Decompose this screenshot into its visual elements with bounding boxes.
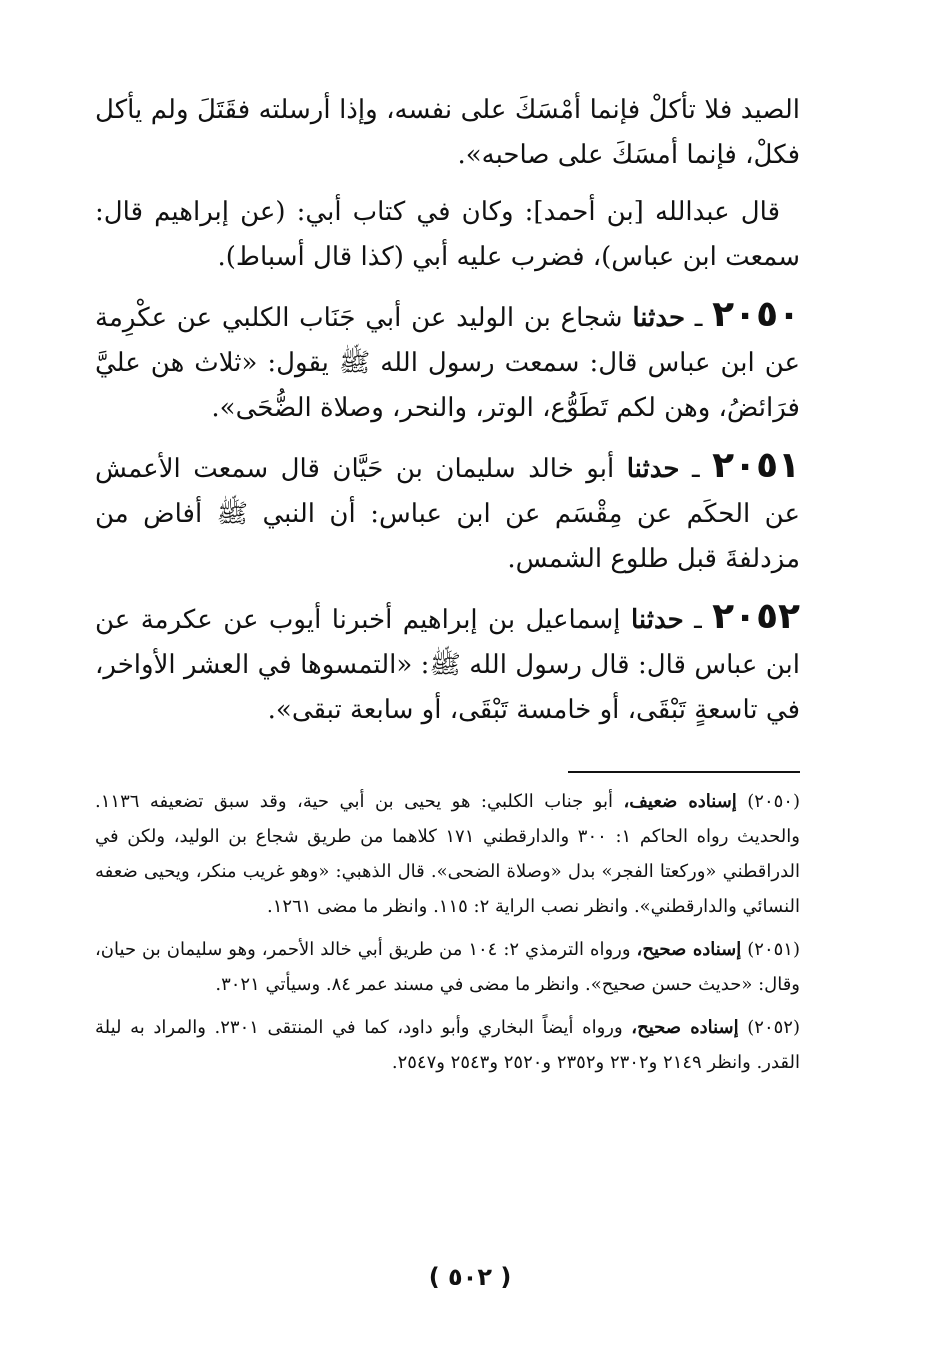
main-text	[95, 88, 800, 745]
footnote-text: أبو جناب الكلبي: هو يحيى بن أبي حية، وقد سبق تضعيفه ١١٣٦. والحديث رواه الحاكم ١: ٣٠٠ والدارقطني ١٧١ كلاهما من طريق شجاع بن الوليد، ولكن في الدراقطني «وركعتا الفجر» بدل «وصلاة الضحى». قال الذهبي: «وهو غريب منكر، ويحيى ضعفه النسائي والدارقطني». وانظر نصب الراية ٢: ١١٥. وانظر ما مضى ١٢٦١.	[95, 791, 800, 917]
footnote-ref: (٢٠٥٢)	[747, 1017, 800, 1038]
footnote-2050	[95, 784, 800, 924]
hadith-2051	[95, 443, 800, 582]
footnote-2052	[95, 1010, 800, 1080]
hadith-dash: ـ	[692, 454, 700, 484]
footnote-divider	[568, 771, 800, 773]
hadith-number: ٢٠٥١	[712, 445, 801, 486]
footnote-grade: إسناده ضعيف،	[623, 791, 737, 812]
paragraph-text: الصيد فلا تأكلْ فإنما أمْسَكَ على نفسه، وإذا أرسلته فقَتَلَ ولم يأكل فكلْ، فإنما أمسَكَ على صاحبه».	[95, 95, 800, 170]
hadith-dash: ـ	[694, 605, 702, 635]
paragraph-text: قال عبدالله [بن أحمد]: وكان في كتاب أبي: (عن إبراهيم قال: سمعت ابن عباس)، فضرب عليه أبي (كذا قال أسباط).	[95, 197, 800, 272]
page-number: ( ٥٠٢ )	[428, 1263, 512, 1291]
hadith-text: إسماعيل بن إبراهيم أخبرنا أيوب عن عكرمة عن ابن عباس قال: قال رسول الله ﷺ: «التمسوها في العشر الأواخر، في تاسعةٍ تَبْقَى، أو خامسة تَبْقَى، أو سابعة تبقى».	[95, 605, 800, 725]
hadith-2052	[95, 594, 800, 733]
footnote-ref: (٢٠٥٠)	[747, 791, 800, 812]
hadith-lead-word: حدثنا	[632, 303, 686, 333]
footnote-grade: إسناده صحيح،	[631, 1017, 739, 1038]
hadith-lead-word: حدثنا	[630, 605, 684, 635]
paragraph-abdullah-note	[95, 190, 800, 280]
hadith-text: أبو خالد سليمان بن حَيَّان قال سمعت الأعمش عن الحكَم عن مِقْسَم عن ابن عباس: أن النبي ﷺ أفاض من مزدلفةَ قبل طلوع الشمس.	[95, 454, 800, 574]
hadith-number: ٢٠٥٢	[712, 596, 801, 637]
hadith-text: شجاع بن الوليد عن أبي جَنَاب الكلبي عن عكْرِمة عن ابن عباس قال: سمعت رسول الله ﷺ يقول: «ثلاث هن عليَّ فرَائضُ، وهن لكم تَطَوُّع، الوتر، والنحر، وصلاة الضُّحَى».	[95, 303, 800, 423]
footnote-2051	[95, 932, 800, 1002]
paragraph-continuation	[95, 88, 800, 178]
footnote-text: ورواه أيضاً البخاري وأبو داود، كما في المنتقى ٢٣٠١. والمراد به ليلة القدر. وانظر ٢١٤٩ و٢٣٠٢ و٢٣٥٢ و٢٥٢٠ و٢٥٤٣ و٢٥٤٧.	[95, 1017, 800, 1073]
footnotes	[95, 784, 800, 1088]
hadith-lead-word: حدثنا	[626, 454, 680, 484]
footnote-text: ورواه الترمذي ٢: ١٠٤ من طريق أبي خالد الأحمر، وهو سليمان بن حيان، وقال: «حديث حسن صحيح». وانظر ما مضى في مسند عمر ٨٤. وسيأتي ٣٠٢١.	[95, 939, 800, 995]
hadith-2050	[95, 292, 800, 431]
hadith-number: ٢٠٥٠	[712, 294, 801, 335]
footnote-ref: (٢٠٥١)	[747, 939, 800, 960]
hadith-dash: ـ	[694, 303, 703, 333]
footnote-grade: إسناده صحيح،	[636, 939, 742, 960]
